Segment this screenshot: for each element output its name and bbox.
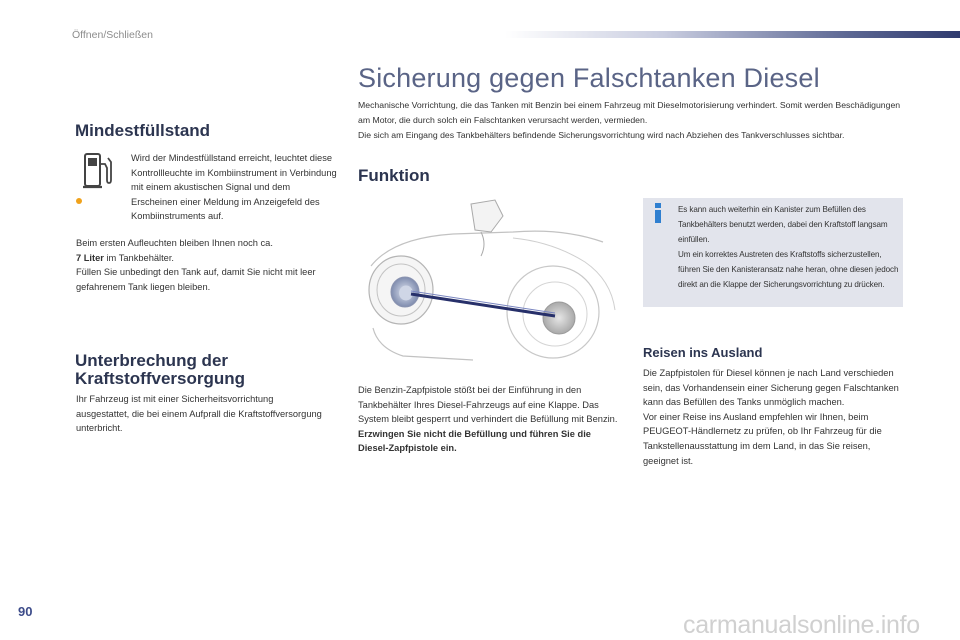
mindest-text-line-3: Füllen Sie unbedingt den Tank auf, damit Sie nicht mit leer gefahrenem Tank liegen bleiben. xyxy=(76,267,316,292)
intro-paragraph-1: Mechanische Vorrichtung, die das Tanken mit Benzin bei einem Fahrzeug mit Dieselmotorisierung verhindert. Somit werden Beschädigungen am Motor, die durch solch ein Falschtanken verursacht werden, vermieden. xyxy=(358,100,901,125)
funktion-text xyxy=(358,383,620,456)
warning-dot xyxy=(76,198,82,204)
reisen-text xyxy=(643,366,905,468)
info-icon xyxy=(653,203,663,223)
fuel-liters: 7 Liter xyxy=(76,252,104,263)
info-paragraph-1: Es kann auch weiterhin ein Kanister zum Befüllen des Tankbehälters benutzt werden, dabei den Kraftstoff langsam einfüllen. xyxy=(678,205,888,244)
reisen-heading: Reisen ins Ausland xyxy=(643,345,763,360)
funktion-paragraph: Die Benzin-Zapfpistole stößt bei der Einführung in den Tankbehälter Ihres Diesel-Fahrzeugs auf eine Klappe. Das System bleibt gesperrt und verhindert die Befüllung mit Benzin. xyxy=(358,385,618,425)
unterbrechung-heading-line-2: Kraftstoffversorgung xyxy=(75,369,246,388)
funktion-heading: Funktion xyxy=(358,166,430,185)
watermark: carmanualsonline.info xyxy=(683,611,920,639)
unterbrechung-heading-line-1: Unterbrechung der xyxy=(75,351,229,370)
fuel-pump-icon xyxy=(82,150,112,190)
page-title: Sicherung gegen Falschtanken Diesel xyxy=(358,63,820,93)
mindest-text-line-2-rest: im Tankbehälter. xyxy=(103,252,175,263)
fuel-filler-illustration xyxy=(363,198,625,370)
mindest-text-line-1: Beim ersten Aufleuchten bleiben Ihnen noch ca. xyxy=(76,238,273,248)
mindest-text-line-2 xyxy=(76,251,338,266)
info-paragraph-2: Um ein korrektes Austreten des Kraftstoffs sicherzustellen, führen Sie den Kanisteransatz nahe heran, ohne diesen jedoch direkt an die Klappe der Sicherungsvorrichtung zu drücken. xyxy=(678,250,899,289)
info-text xyxy=(678,202,900,292)
mindest-heading: Mindestfüllstand xyxy=(75,121,211,140)
mindest-text: Wird der Mindestfüllstand erreicht, leuchtet diese Kontrollleuchte im Kombiinstrument in Verbindung mit einem akustischen Signal und dem Erscheinen einer Meldung im Anzeigefeld des Kombiinstruments auf. xyxy=(131,153,337,222)
reisen-paragraph-2: Vor einer Reise ins Ausland empfehlen wir Ihnen, beim PEUGEOT-Händlernetz zu prüfen, ob Ihr Fahrzeug für die Tankstellenausstattung im dem Land, in das Sie reisen, geeignet ist. xyxy=(643,411,882,466)
section-label: Öffnen/Schließen xyxy=(72,29,153,41)
funktion-warning xyxy=(358,427,620,456)
intro-text xyxy=(358,98,908,143)
page-number: 90 xyxy=(18,604,33,619)
intro-paragraph-2: Die sich am Eingang des Tankbehälters befindende Sicherungsvorrichtung wird nach Abziehen des Tankverschlusses sichtbar. xyxy=(358,130,845,140)
funktion-warning-text: Erzwingen Sie nicht die Befüllung und führen Sie die Diesel-Zapfpistole ein. xyxy=(358,428,591,454)
header-bar xyxy=(505,31,960,38)
unterbrechung-text: Ihr Fahrzeug ist mit einer Sicherheitsvorrichtung ausgestattet, die bei einem Aufprall die Kraftstoffversorgung unterbricht. xyxy=(76,394,322,434)
reisen-paragraph-1: Die Zapfpistolen für Diesel können je nach Land verschieden sein, das Vorhandensein einer Sicherung gegen Falschtanken kann das Befüllen des Tanks unmöglich machen. xyxy=(643,368,899,408)
mindest-text-2 xyxy=(76,236,338,294)
unterbrechung-heading xyxy=(75,352,335,388)
